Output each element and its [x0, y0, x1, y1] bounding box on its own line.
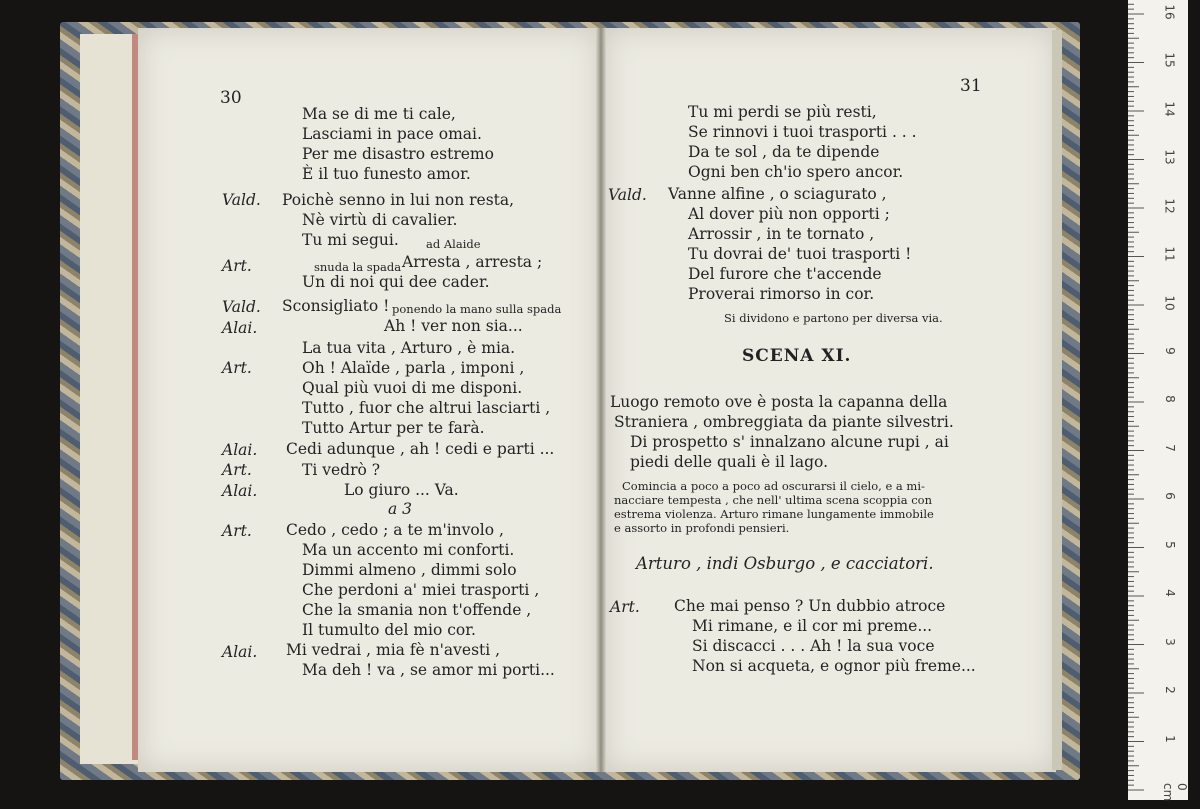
ruler-label: 0 cm: [1161, 783, 1189, 802]
ruler-ticks: [1128, 0, 1188, 800]
verse-line: Da te sol , da te dipende: [688, 143, 880, 161]
speaker-label: Vald.: [608, 186, 647, 204]
speaker-label: Art.: [222, 359, 252, 377]
verse-line: Il tumulto del mio cor.: [302, 621, 476, 639]
verse-line: Al dover più non opporti ;: [688, 205, 890, 223]
verse-line: Tu mi segui.: [302, 231, 399, 249]
verse-line: Lasciami in pace omai.: [302, 125, 482, 143]
verse-line: È il tuo funesto amor.: [302, 165, 471, 183]
verse-line: Ogni ben ch'io spero ancor.: [688, 163, 904, 181]
speaker-label: Alai.: [222, 319, 258, 337]
ruler-label: 15: [1162, 52, 1177, 68]
verse-line: Nè virtù di cavalier.: [302, 211, 458, 229]
verse-line: Proverai rimorso in cor.: [688, 285, 875, 303]
stage-note-line: nacciare tempesta , che nell' ultima scena scoppia con: [614, 493, 932, 507]
stage-direction: Si dividono e partono per diversa via.: [724, 311, 943, 325]
scene-heading: SCENA XI.: [742, 346, 852, 366]
ruler-label: 8: [1162, 395, 1177, 403]
verse-line: Tutto Artur per te farà.: [302, 419, 485, 437]
ruler-label: 10: [1162, 295, 1177, 311]
ruler-label: 6: [1162, 492, 1177, 500]
verse-line: Ma un accento mi conforti.: [302, 541, 515, 559]
stage-note-line: e assorto in profondi pensieri.: [614, 521, 790, 535]
setting-line: Straniera , ombreggiata da piante silvestri.: [614, 413, 954, 431]
page-number: 31: [960, 76, 982, 96]
stage-aside: ad Alaide: [426, 237, 481, 251]
setting-line: Luogo remoto ove è posta la capanna della: [610, 393, 948, 411]
verse-line: Vanne alfine , o sciagurato ,: [668, 185, 887, 203]
verse-line: Dimmi almeno , dimmi solo: [302, 561, 517, 579]
ruler-label: 4: [1162, 589, 1177, 597]
characters-line: Arturo , indi Osburgo , e cacciatori.: [636, 554, 934, 573]
book-gutter: [596, 28, 606, 772]
verse-line: Un di noi qui dee cader.: [302, 273, 490, 291]
verse-line: Tutto , fuor che altrui lasciarti ,: [302, 399, 551, 417]
verse-line: Oh ! Alaïde , parla , imponi ,: [302, 359, 525, 377]
verse-line: Sconsigliato !: [282, 297, 390, 315]
ruler-label: 2: [1162, 686, 1177, 694]
measuring-ruler: [1128, 0, 1188, 800]
speaker-label: Alai.: [222, 482, 258, 500]
verse-line: Tu dovrai de' tuoi trasporti !: [688, 245, 912, 263]
speaker-label: Vald.: [222, 191, 261, 209]
ruler-label: 11: [1162, 246, 1177, 262]
page-number: 30: [220, 88, 242, 108]
verse-line: Cedo , cedo ; a te m'involo ,: [286, 521, 504, 539]
verse-line: Che perdoni a' miei trasporti ,: [302, 581, 540, 599]
verse-line: Del furore che t'accende: [688, 265, 882, 283]
stage-direction: snuda la spada: [314, 260, 402, 274]
ruler-label: 16: [1162, 4, 1177, 20]
ruler-label: 12: [1162, 198, 1177, 214]
verse-line: Che mai penso ? Un dubbio atroce: [674, 597, 946, 615]
verse-line: Arresta , arresta ;: [402, 253, 543, 271]
left-page: [138, 28, 600, 772]
speaker-label: Alai.: [222, 643, 258, 661]
ruler-label: 7: [1162, 444, 1177, 452]
ruler-label: 13: [1162, 149, 1177, 165]
ensemble-marker: a 3: [388, 500, 413, 518]
speaker-label: Art.: [610, 598, 640, 616]
speaker-label: Vald.: [222, 298, 261, 316]
speaker-label: Art.: [222, 522, 252, 540]
verse-line: Ti vedrò ?: [302, 461, 381, 479]
flyleaf: [80, 34, 140, 764]
stage-aside: ponendo la mano sulla spada: [392, 302, 562, 316]
verse-line: Che la smania non t'offende ,: [302, 601, 532, 619]
page-stack-edge: [1052, 30, 1062, 770]
verse-line: Mi vedrai , mia fè n'avesti ,: [286, 641, 501, 659]
verse-line: Non si acqueta, e ognor più freme...: [692, 657, 976, 675]
verse-line: Se rinnovi i tuoi trasporti . . .: [688, 123, 917, 141]
verse-line: La tua vita , Arturo , è mia.: [302, 339, 516, 357]
setting-line: piedi delle quali è il lago.: [630, 453, 829, 471]
speaker-label: Art.: [222, 461, 252, 479]
ruler-label: 9: [1162, 347, 1177, 355]
verse-line: Lo giuro ... Va.: [344, 481, 459, 499]
ruler-label: 3: [1162, 638, 1177, 646]
verse-line: Tu mi perdi se più resti,: [688, 103, 877, 121]
right-page: [604, 28, 1056, 772]
ruler-label: 14: [1162, 101, 1177, 117]
verse-line: Arrossir , in te tornato ,: [688, 225, 875, 243]
ruler-label: 1: [1162, 735, 1177, 743]
setting-line: Di prospetto s' innalzano alcune rupi , ai: [630, 433, 949, 451]
stage-note-line: Comincia a poco a poco ad oscurarsi il cielo, e a mi-: [622, 479, 925, 493]
verse-line: Mi rimane, e il cor mi preme...: [692, 617, 933, 635]
verse-line: Cedi adunque , ah ! cedi e parti ...: [286, 440, 555, 458]
verse-line: Ah ! ver non sia...: [384, 317, 523, 335]
verse-line: Si discacci . . . Ah ! la sua voce: [692, 637, 935, 655]
speaker-label: Alai.: [222, 441, 258, 459]
stage-note-line: estrema violenza. Arturo rimane lungamente immobile: [614, 507, 934, 521]
ruler-label: 5: [1162, 541, 1177, 549]
verse-line: Qual più vuoi di me disponi.: [302, 379, 523, 397]
verse-line: Ma se di me ti cale,: [302, 105, 456, 123]
verse-line: Ma deh ! va , se amor mi porti...: [302, 661, 555, 679]
verse-line: Poichè senno in lui non resta,: [282, 191, 515, 209]
speaker-label: Art.: [222, 257, 252, 275]
verse-line: Per me disastro estremo: [302, 145, 494, 163]
